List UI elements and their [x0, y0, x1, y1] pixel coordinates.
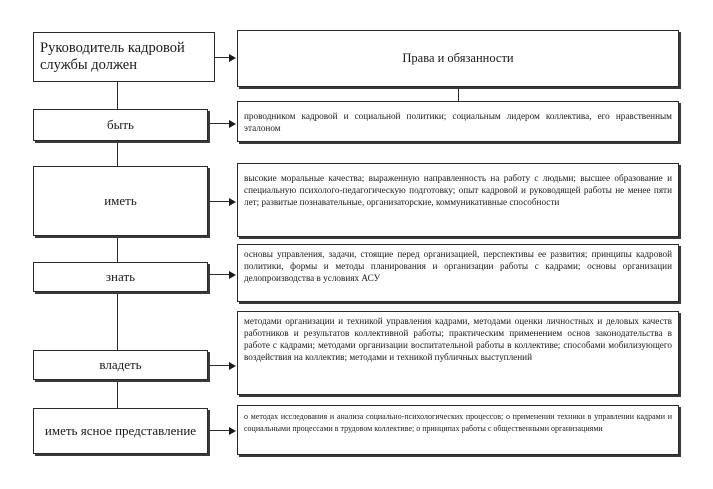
arrow-row-4: [229, 362, 236, 370]
connector-row-4: [208, 365, 231, 366]
text-be: проводником кадровой и социальной политики; социальным лидером коллектива, его нравственным эталоном: [244, 111, 672, 134]
text-box-master: [237, 311, 679, 395]
arrow-row-2: [229, 198, 236, 206]
label-have: иметь: [104, 192, 137, 208]
label-clear-idea: иметь ясное представление: [44, 422, 197, 438]
label-box-clear-idea: [33, 408, 208, 454]
label-box-be: [33, 109, 208, 141]
text-clear-idea: о методах исследования и анализа социально-психологических процессов; о применении техники в управлении кадрами и социальными процессами в трудовом коллективе; о принципах работы с общественными организациями: [244, 412, 672, 433]
label-box-have: [33, 166, 208, 236]
rights-duties-label: Права и обязанности: [402, 51, 514, 65]
text-know: основы управления, задачи, стоящие перед организацией, перспективы ее развития; принципы кадровой политики, формы и методы планирования и организации работы с кадрами; основы организации делопроизводства в условиях АСУ: [244, 249, 672, 284]
label-be: быть: [107, 116, 134, 132]
connector-row-2: [208, 201, 231, 202]
label-box-master: [33, 350, 208, 380]
arrow-row-1: [229, 120, 236, 128]
connector-row-1: [208, 123, 231, 124]
label-know: знать: [105, 268, 136, 284]
rights-connector-line: [458, 87, 459, 101]
label-box-know: [33, 262, 208, 292]
text-box-know: [237, 244, 679, 302]
text-box-clear-idea: [237, 405, 679, 455]
arrow-row-3: [229, 271, 236, 279]
text-box-be: [237, 101, 679, 142]
text-have: высокие моральные качества; выраженную направленность на работу с людьми; высшее образование и специальную психолого-педагогическую подготовку; опыт кадровой и руководящей работы не менее пяти лет; развитые познавательные, организаторские, коммуникативные способности: [244, 173, 672, 208]
head-role-label: Руководитель кадровой службы должен: [40, 39, 185, 73]
arrow-title: [229, 54, 236, 62]
arrow-row-5: [229, 427, 236, 435]
connector-row-3: [208, 274, 231, 275]
text-master: методами организации и техникой управления кадрами, методами оценки личностных и деловых качеств работников и результатов коллективной работы; практическим применением основ законодательства в работе с кадрами; методами организации воспитательной работы в коллективе; способами мобилизующего воздействия на коллектив; методами и техникой публичных выступлений: [244, 316, 672, 363]
text-box-have: [237, 163, 679, 237]
head-role-box: [33, 32, 215, 82]
connector-row-5: [208, 430, 231, 431]
label-master: владеть: [99, 356, 142, 372]
rights-duties-box: [237, 30, 679, 87]
